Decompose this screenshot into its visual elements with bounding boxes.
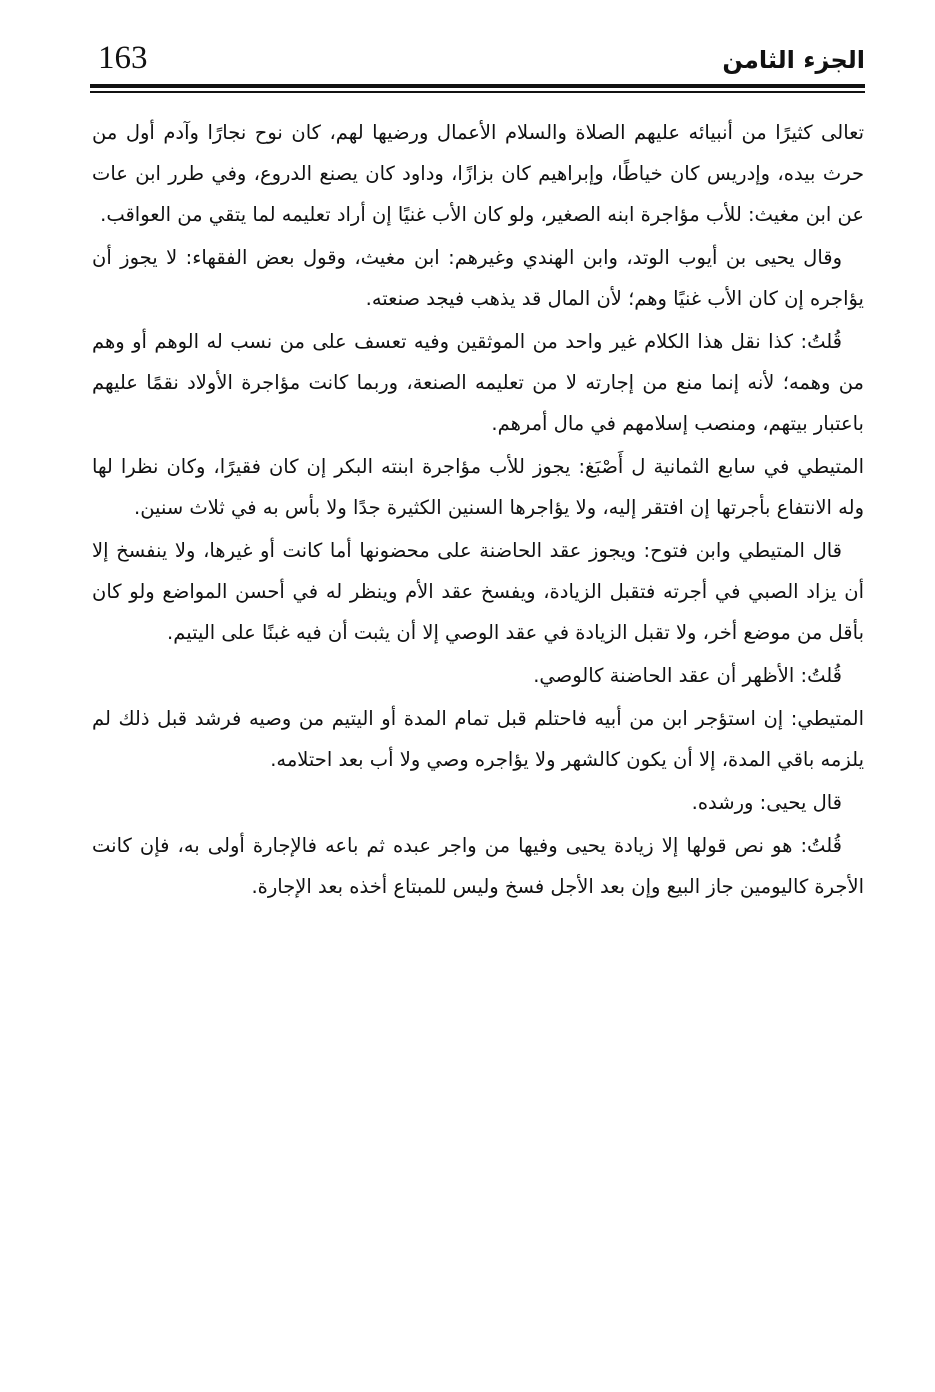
paragraph: قُلتُ: الأظهر أن عقد الحاضنة كالوصي. xyxy=(533,664,842,687)
paragraph: تعالى كثيرًا من أنبيائه عليهم الصلاة والسلام الأعمال ورضيها لهم، كان نوح نجارًا وآدم أول من حرث بيده، وإدريس كان خياطًا، وإبراهيم كان بزازًا، وداود كان يصنع الدروع، وفي طرر ابن عات عن ابن مغيث: للأب مؤاجرة ابنه الصغير، ولو كان الأب غنيًا إن أراد تعليمه لما يتقي من العواقب. xyxy=(92,121,864,226)
running-title: الجزء الثامن xyxy=(722,46,865,74)
paragraph: قُلتُ: كذا نقل هذا الكلام غير واحد من الموثقين وفيه تعسف على من نسب له الوهم أو وهم من وهمه؛ لأنه إنما منع من إجارته لا من تعليمه الصنعة، وربما كانت مؤاجرة الأولاد نقمًا عليهم باعتبار بيتهم، ومنصب إسلامهم في مال أمرهم. xyxy=(92,330,864,435)
header-rule-thick xyxy=(90,84,865,88)
paragraph: قال المتيطي وابن فتوح: ويجوز عقد الحاضنة على محضونها أما كانت أو غيرها، ولا ينفسخ إلا أن يزاد الصبي في أجرته فتقبل الزيادة، ويفسخ عقد الأم وينظر له في أحسن المواضع ولو كان بأقل من موضع أخر، ولا تقبل الزيادة في عقد الوصي إلا أن يثبت أن فيه غبنًا على اليتيم. xyxy=(92,539,864,644)
paragraph: المتيطي في سابع الثمانية ل أَصْبَغ: يجوز للأب مؤاجرة ابنته البكر إن كان فقيرًا، وكان نظرا لها وله الانتفاع بأجرتها إن افتقر إليه، ولا يؤاجرها السنين الكثيرة جدًا ولا بأس به في ثلاث سنين. xyxy=(92,455,864,519)
header-rule-thin xyxy=(90,91,865,93)
page-header xyxy=(90,30,865,90)
page-number: 163 xyxy=(98,40,148,76)
paragraph: قُلتُ: هو نص قولها إلا زيادة يحيى وفيها من واجر عبده ثم باعه فالإجارة أولى به، فإن كانت الأجرة كاليومين جاز البيع وإن بعد الأجل فسخ وليس للمبتاع أخذه بعد الإجارة. xyxy=(92,834,864,898)
paragraph: وقال يحيى بن أيوب الوتد، وابن الهندي وغيرهم: ابن مغيث، وقول بعض الفقهاء: لا يجوز أن يؤاجره إن كان الأب غنيًا وهم؛ لأن المال قد يذهب فيجد صنعته. xyxy=(92,246,864,310)
paragraph: قال يحيى: ورشده. xyxy=(691,791,842,814)
paragraph: المتيطي: إن استؤجر ابن من أبيه فاحتلم قبل تمام المدة أو اليتيم من وصيه فرشد قبل ذلك لم يلزمه باقي المدة، إلا أن يكون كالشهر ولا يؤاجره وصي ولا أب بعد احتلامه. xyxy=(92,707,864,771)
body-text xyxy=(92,112,864,909)
